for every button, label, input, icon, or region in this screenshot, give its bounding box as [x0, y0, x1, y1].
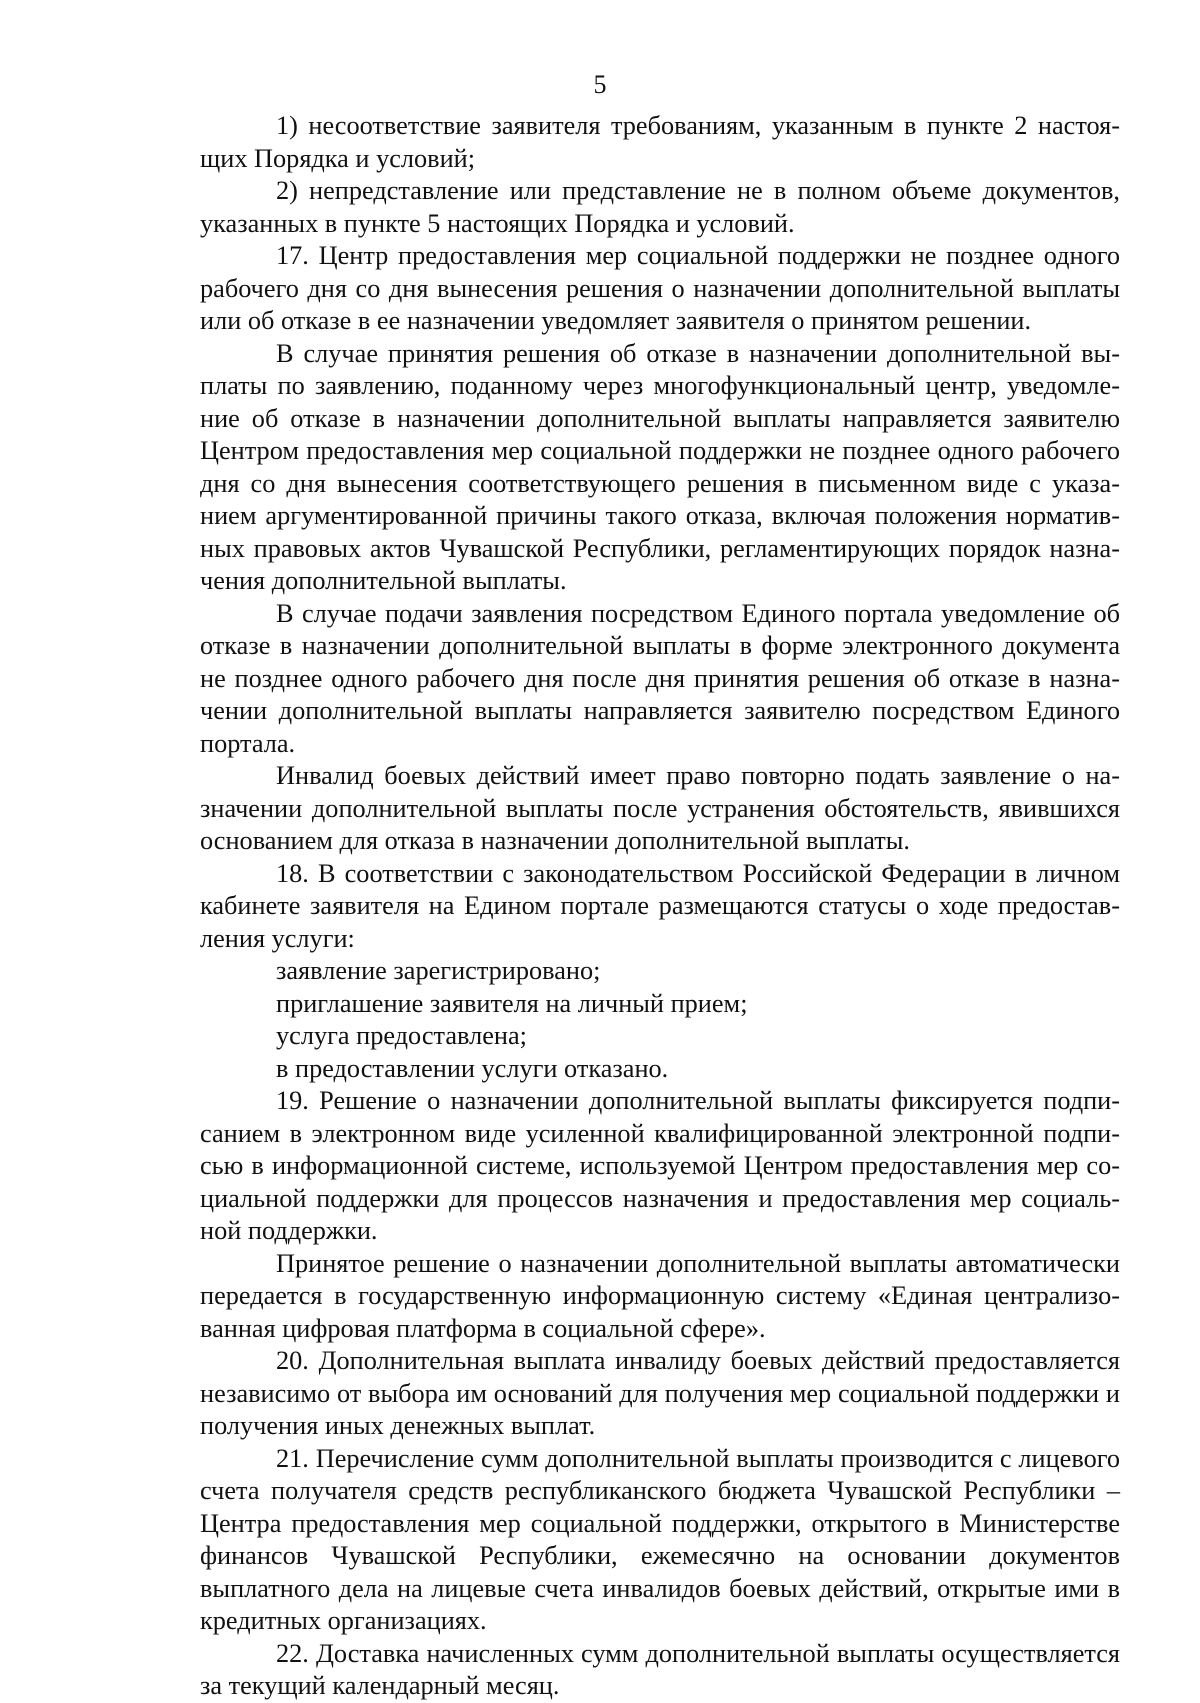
paragraph-19: 19. Решение о назначении дополнительной выплаты фиксируется подписанием в электронном виде усиленной квалифицированной электронной подписью в информационной системе, используемой Центром предоставления мер социальной поддержки для процессов назначения и предоставления мер социальной поддержки. [200, 1086, 1120, 1245]
paragraph-20: 20. Дополнительная выплата инвалиду боевых действий предоставляется независимо от выбора им оснований для получения мер социальной поддержки и получения иных денежных выплат. [200, 1346, 1120, 1440]
paragraph-21: 21. Перечисление сумм дополнительной выплаты производится с лицевого счета получателя средств республиканского бюджета Чувашской Республики – Центра предоставления мер социальной поддержки, открытого в Министерстве финансов Чувашской Республики, ежемесячно на основании документов выплатного дела на лицевые счета инвалидов боевых действий, открытые ими в кредитных организациях. [200, 1443, 1120, 1635]
status-item-registered: заявление зарегистрировано; [276, 956, 601, 985]
paragraph-17: 17. Центр предоставления мер социальной поддержки не позднее одного рабочего дня со дня вынесения решения о назначении дополнительной выплаты или об отказе в ее назначении уведомляет заявителя о принятом решении. [200, 241, 1120, 335]
page-number: 5 [593, 70, 607, 99]
document-body [200, 110, 1120, 1703]
status-item-refused: в предоставлении услуги отказано. [276, 1053, 669, 1083]
paragraph-reapply: Инвалид боевых действий имеет право повторно подать заявление о назначении дополнительной выплаты после устранения обстоятельств, явившихся основанием для отказа в назначении дополнительной выплаты. [200, 761, 1120, 855]
paragraph-18: 18. В соответствии с законодательством Российской Федерации в личном кабинете заявителя на Едином портале размещаются статусы о ходе предоставления услуги: [200, 858, 1120, 953]
paragraph-refusal-mfc: В случае принятия решения об отказе в назначении дополнительной выплаты по заявлению, поданному через многофункциональный центр, уведомление об отказе в назначении дополнительной выплаты направляется заявителю Центром предоставления мер социальной поддержки не позднее одного рабочего дня со дня вынесения соответствующего решения в письменном виде с указанием аргументированной причины такого отказа, включая положения нормативных правовых актов Чувашской Республики, регламентирующих порядок назначения дополнительной выплаты. [200, 338, 1120, 595]
paragraph-item-2: 2) непредставление или представление не в полном объеме документов, указанных в пункте 5 настоящих Порядка и условий. [200, 176, 1120, 238]
status-item-provided: услуга предоставлена; [276, 1021, 527, 1050]
status-item-invitation: приглашение заявителя на личный прием; [276, 988, 748, 1018]
paragraph-item-1: 1) несоответствие заявителя требованиям, указанным в пункте 2 настоящих Порядка и условий; [200, 111, 1120, 173]
paragraph-transfer-to-system: Принятое решение о назначении дополнительной выплаты автоматически передается в государственную информационную систему «Единая централизованная цифровая платформа в социальной сфере». [200, 1248, 1120, 1343]
paragraph-refusal-portal: В случае подачи заявления посредством Единого портала уведомление об отказе в назначении дополнительной выплаты в форме электронного документа не позднее одного рабочего дня после дня принятия решения об отказе в назначении дополнительной выплаты направляется заявителю посредством Единого портала. [200, 598, 1120, 758]
paragraph-22: 22. Доставка начисленных сумм дополнительной выплаты осуществляется за текущий календарный месяц. [200, 1638, 1120, 1700]
